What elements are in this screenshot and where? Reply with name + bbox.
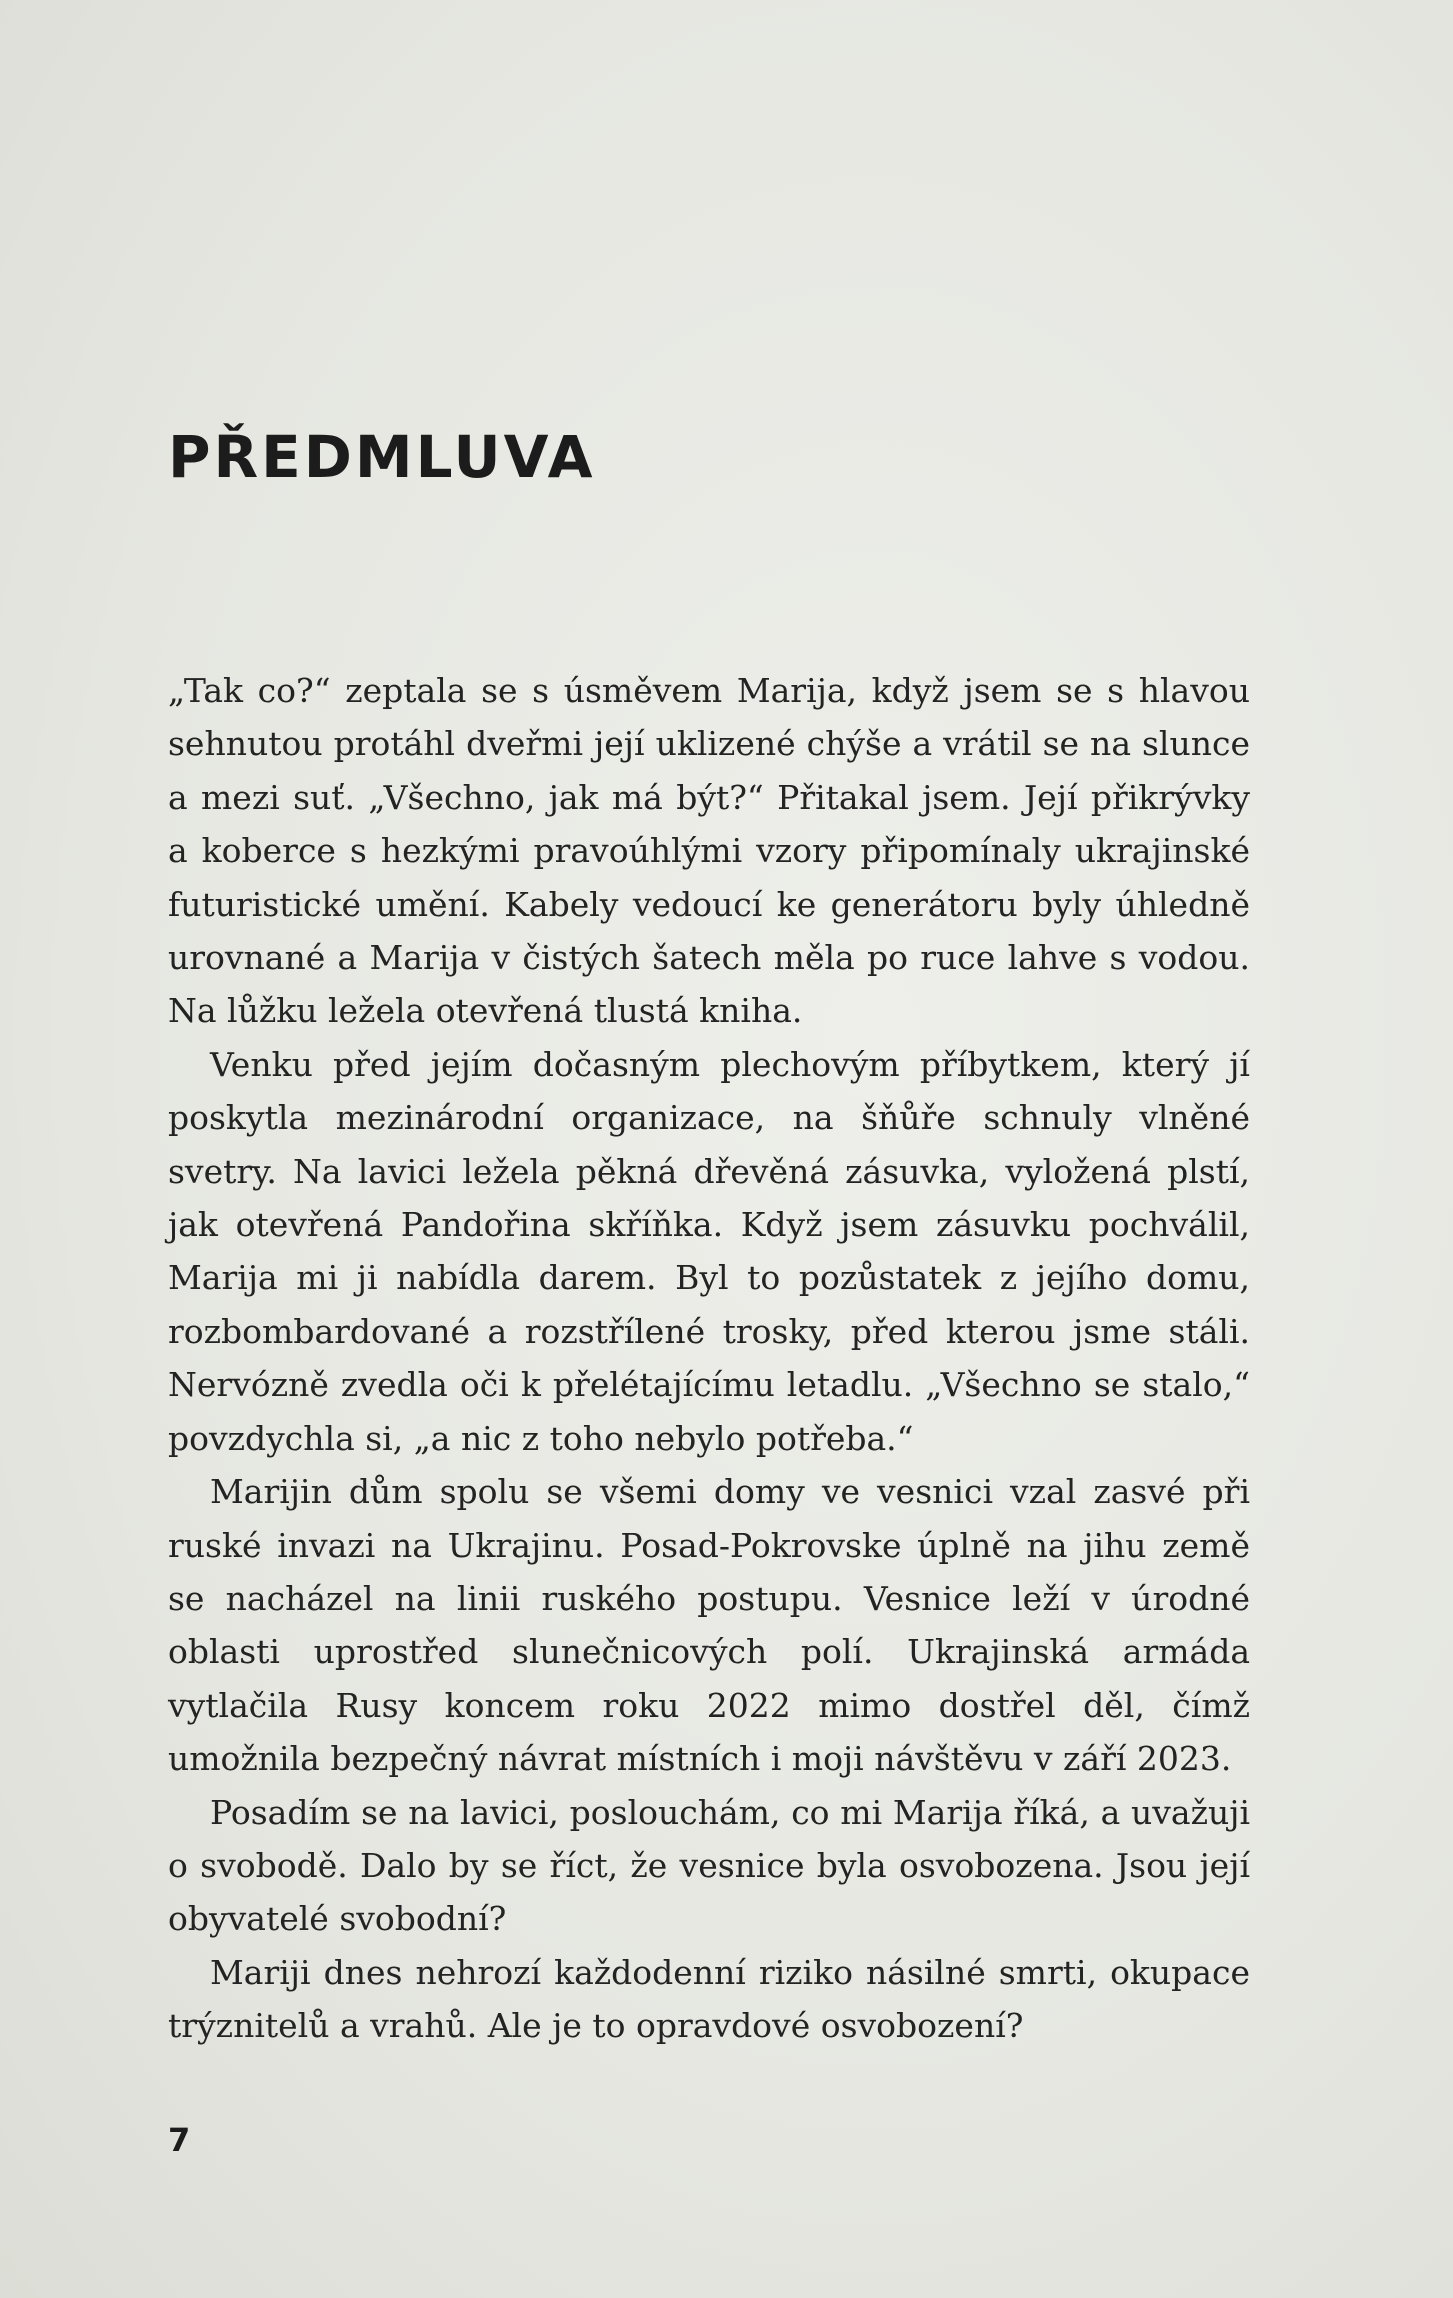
paragraph-1: „Tak co?“ zeptala se s úsměvem Marija, když jsem se s hlavou sehnutou protáhl dveřmi její uklizené chýše a vrátil se na slunce a mezi suť. „Všechno, jak má být?“ Přitakal jsem. Její přikrývky a koberce s hezkými pravoúhlými vzory připomínaly ukrajinské futuristické umění. Kabely vedoucí ke generátoru byly úhledně urovnané a Marija v čistých šatech měla po ruce lahve s vodou. Na lůžku ležela otevřená tlustá kniha. (168, 671, 1250, 1031)
paragraph-3: Marijin dům spolu se všemi domy ve vesnici vzal zasvé při ruské invazi na Ukrajinu. Posad-Pokrovske úplně na jihu země se nacházel na linii ruského postupu. Vesnice leží v úrodné oblasti uprostřed slunečnicových polí. Ukrajinská armáda vytlačila Rusy koncem roku 2022 mimo dostřel děl, čímž umožnila bezpečný návrat místních i moji návštěvu v září 2023. (168, 1472, 1250, 1779)
paragraph-5: Mariji dnes nehrozí každodenní riziko násilné smrti, okupace trýznitelů a vrahů. Ale je to opravdové osvobození? (168, 1952, 1250, 2046)
paragraph-4: Posadím se na lavici, poslouchám, co mi Marija říká, a uvažuji o svobodě. Dalo by se říct, že vesnice byla osvobozena. Jsou její obyvatelé svobodní? (168, 1792, 1250, 1939)
body-text (168, 664, 1250, 2053)
page-number: 7 (168, 2121, 191, 2159)
paragraph-2: Venku před jejím dočasným plechovým příbytkem, který jí poskytla mezinárodní organizace, na šňůře schnuly vlněné svetry. Na lavici ležela pěkná dřevěná zásuvka, vyložená plstí, jak otevřená Pandořina skříňka. Když jsem zásuvku pochválil, Marija mi ji nabídla darem. Byl to pozůstatek z jejího domu, rozbombardované a rozstřílené trosky, před kterou jsme stáli. Nervózně zvedla oči k přelétajícímu letadlu. „Všechno se stalo,“ povzdychla si, „a nic z toho nebylo potřeba.“ (168, 1044, 1250, 1458)
chapter-title: PŘEDMLUVA (168, 423, 596, 491)
